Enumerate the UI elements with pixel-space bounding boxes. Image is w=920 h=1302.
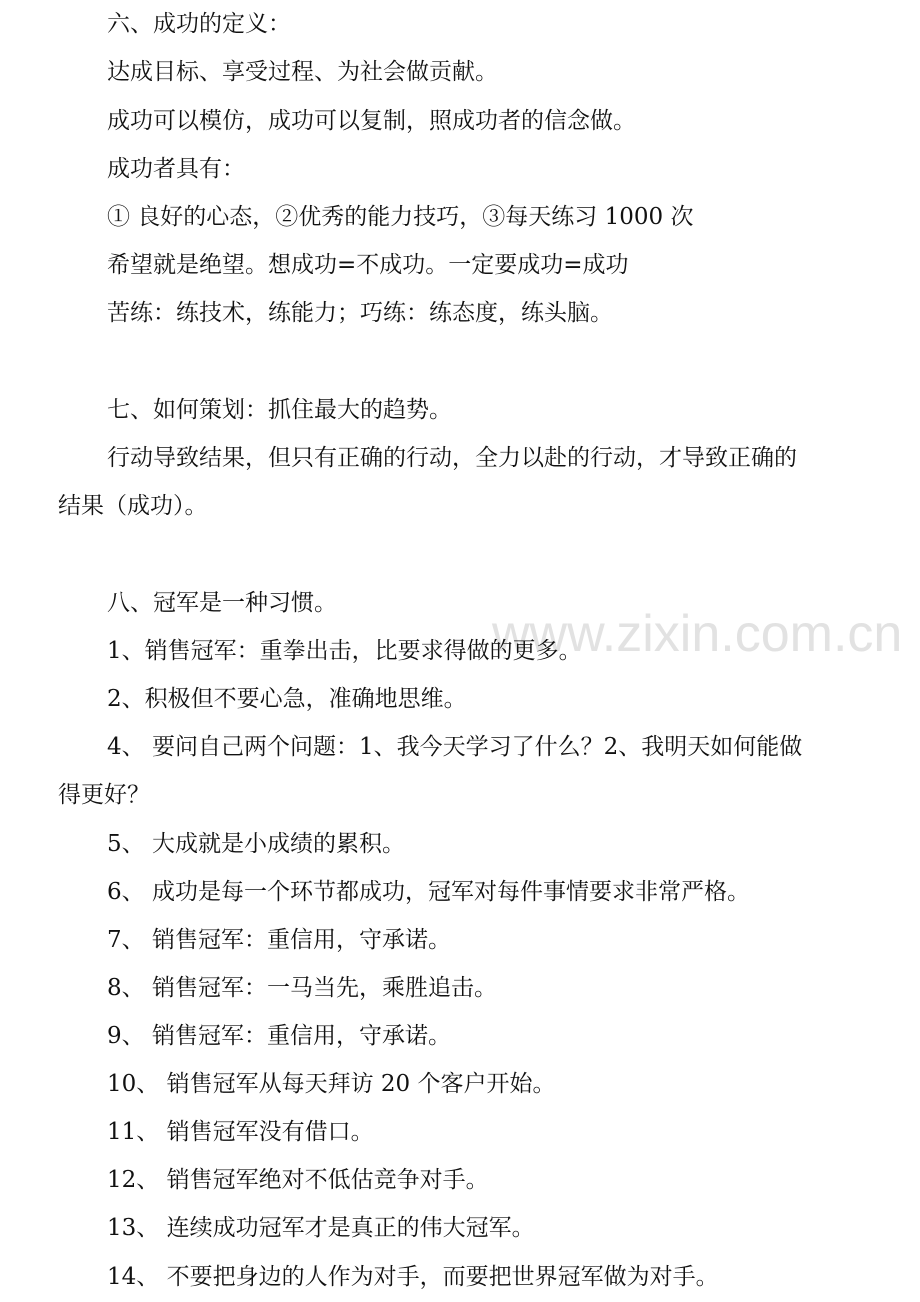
list-item: 7、 销售冠军：重信用，守承诺。 [107, 927, 451, 953]
list-item: 10、 销售冠军从每天拜访 20 个客户开始。 [107, 1071, 556, 1097]
paragraph: 苦练：练技术，练能力；巧练：练态度，练头脑。 [107, 300, 613, 326]
list-item: 12、 销售冠军绝对不低估竞争对手。 [107, 1167, 489, 1193]
list-item: 1、销售冠军：重拳出击，比要求得做的更多。 [107, 638, 582, 664]
paragraph: ① 良好的心态，②优秀的能力技巧，③每天练习 1000 次 [107, 204, 694, 230]
list-item: 13、 连续成功冠军才是真正的伟大冠军。 [107, 1215, 535, 1241]
list-item: 6、 成功是每一个环节都成功，冠军对每件事情要求非常严格。 [107, 879, 750, 905]
paragraph: 成功者具有： [107, 156, 245, 182]
list-item: 11、 销售冠军没有借口。 [107, 1119, 374, 1145]
list-item: 5、 大成就是小成绩的累积。 [107, 831, 405, 857]
paragraph: 希望就是绝望。想成功=不成功。一定要成功=成功 [107, 252, 629, 278]
paragraph: 达成目标、享受过程、为社会做贡献。 [107, 59, 498, 85]
section-6-heading: 六、成功的定义： [107, 11, 291, 37]
paragraph: 行动导致结果，但只有正确的行动，全力以赴的行动，才导致正确的 [107, 445, 797, 471]
section-8-heading: 八、冠军是一种习惯。 [107, 590, 337, 616]
section-7-heading: 七、如何策划：抓住最大的趋势。 [107, 397, 452, 423]
list-item: 9、 销售冠军：重信用，守承诺。 [107, 1023, 451, 1049]
paragraph: 成功可以模仿，成功可以复制，照成功者的信念做。 [107, 108, 636, 134]
paragraph-continuation: 结果（成功）。 [58, 493, 208, 519]
list-item: 4、 要问自己两个问题：1、我今天学习了什么？2、我明天如何能做 [107, 734, 803, 760]
list-item: 2、积极但不要心急，准确地思维。 [107, 686, 467, 712]
watermark: www.zixin.com.cn [492, 605, 903, 663]
list-item-continuation: 得更好？ [58, 782, 150, 808]
list-item: 8、 销售冠军：一马当先，乘胜追击。 [107, 975, 497, 1001]
list-item: 14、 不要把身边的人作为对手，而要把世界冠军做为对手。 [107, 1264, 719, 1290]
